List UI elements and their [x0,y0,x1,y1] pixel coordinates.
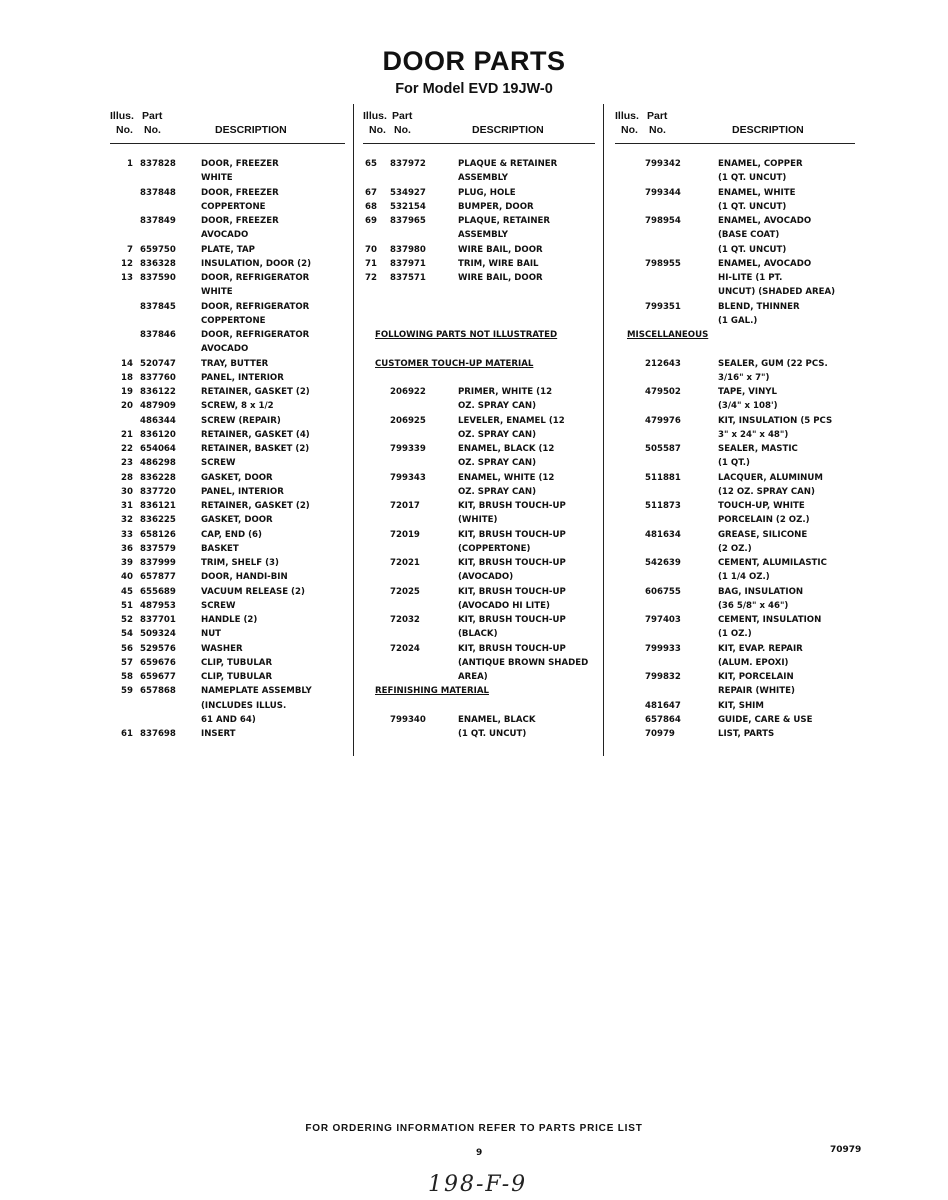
column-divider [353,104,354,756]
part-number: 658126 [140,529,176,540]
part-number: 511881 [645,472,681,483]
part-number: 837590 [140,273,176,283]
section-heading: MISCELLANEOUS [627,330,709,340]
part-description: (AVOCADO) [458,572,514,583]
part-description: ENAMEL, WHITE (12 [458,472,555,483]
part-description: (1 GAL.) [718,315,758,326]
part-number: 799351 [645,301,681,312]
header-no: No. [116,124,133,136]
part-description: (36 5/8" x 46") [718,600,789,611]
part-description: TRAY, BUTTER [201,358,269,369]
part-description: SCREW [201,600,236,611]
part-number: 520747 [140,358,176,369]
part-description: LEVELER, ENAMEL (12 [458,415,565,426]
part-number: 487909 [140,401,176,412]
part-description: PANEL, INTERIOR [201,486,284,497]
part-description: 3/16" x 7") [718,372,770,383]
part-number: 486344 [140,415,176,426]
part-description: AVOCADO [201,230,249,241]
part-number: 837846 [140,330,176,340]
part-description: TRIM, SHELF (3) [201,558,279,568]
part-number: 72019 [390,529,420,540]
part-description: (COPPERTONE) [458,543,531,554]
part-number: 837971 [390,258,426,269]
part-number: 837760 [140,372,176,383]
part-description: RETAINER, GASKET (2) [201,501,310,511]
part-description: BAG, INSULATION [718,586,804,597]
part-description: INSULATION, DOOR (2) [201,258,312,269]
part-number: 487953 [140,600,176,611]
part-description: COPPERTONE [201,315,266,326]
part-number: 657868 [140,686,176,697]
part-description: ENAMEL, WHITE [718,187,796,198]
section-heading: FOLLOWING PARTS NOT ILLUSTRATED [375,330,558,340]
part-number: 479502 [645,387,681,397]
header-no: No. [649,124,666,136]
part-number: 481647 [645,700,681,711]
part-description: LIST, PARTS [718,729,775,739]
part-number: 212643 [645,358,681,369]
illus-number: 58 [121,672,133,682]
part-description: (ALUM. EPOXI) [718,657,789,668]
handwritten-note: 198-F-9 [428,1172,528,1197]
part-description: DOOR, FREEZER [201,187,279,198]
illus-number: 72 [365,273,377,283]
illus-number: 36 [121,543,133,554]
part-description: TOUCH-UP, WHITE [718,501,805,511]
header-underline [363,143,595,144]
part-description: PLAQUE, RETAINER [458,216,551,226]
illus-number: 70 [365,244,377,255]
part-description: PLAQUE & RETAINER [458,159,558,169]
part-number: 799342 [645,159,681,169]
ordering-footer: FOR ORDERING INFORMATION REFER TO PARTS PRICE LIST [305,1123,643,1134]
illus-number: 71 [365,258,377,269]
part-description: PLATE, TAP [201,244,255,255]
part-description: OZ. SPRAY CAN) [458,458,537,469]
part-description: DOOR, REFRIGERATOR [201,330,310,340]
part-description: KIT, BRUSH TOUCH-UP [458,643,566,654]
illus-number: 39 [121,558,133,568]
part-description: GREASE, SILICONE [718,529,808,540]
part-description: (3/4" x 108') [718,401,778,412]
part-description: UNCUT) (SHADED AREA) [718,287,836,298]
part-description: OZ. SPRAY CAN) [458,486,537,497]
part-number: 529576 [140,643,176,654]
part-description: BUMPER, DOOR [458,201,534,212]
part-description: KIT, BRUSH TOUCH-UP [458,558,566,568]
part-description: KIT, PORCELAIN [718,672,794,682]
part-description: KIT, BRUSH TOUCH-UP [458,586,566,597]
parts-column-3 [615,110,855,739]
part-number: 837965 [390,216,426,226]
illus-number: 1 [127,159,133,169]
illus-number: 67 [365,187,377,198]
part-number: 837720 [140,486,176,497]
illus-number: 30 [121,486,133,497]
part-description: ENAMEL, BLACK [458,714,536,725]
part-description: COPPERTONE [201,201,266,212]
part-description: (WHITE) [458,515,498,526]
illus-number: 52 [121,615,133,625]
part-number: 657877 [140,572,176,583]
part-description: RETAINER, BASKET (2) [201,444,310,454]
part-description: INSERT [201,729,236,739]
illus-number: 56 [121,643,133,654]
part-number: 798955 [645,258,681,269]
page-number: 9 [476,1148,483,1158]
illus-number: 59 [121,686,133,697]
part-number: 659677 [140,672,176,682]
part-description: (BASE COAT) [718,230,780,241]
part-number: 72025 [390,586,420,597]
part-description: (1 1/4 OZ.) [718,572,770,583]
part-number: 509324 [140,629,176,640]
part-description: (AVOCADO HI LITE) [458,600,550,611]
part-number: 837845 [140,301,176,312]
part-description: ENAMEL, AVOCADO [718,216,812,226]
part-description: RETAINER, GASKET (2) [201,387,310,397]
part-number: 70979 [645,729,675,739]
part-description: ENAMEL, BLACK (12 [458,444,555,454]
part-number: 837999 [140,558,176,568]
header-description: DESCRIPTION [215,124,287,136]
part-number: 837980 [390,244,426,255]
header-no: No. [144,124,161,136]
part-description: (1 QT. UNCUT) [458,729,527,739]
part-description: WIRE BAIL, DOOR [458,244,543,255]
part-description: HANDLE (2) [201,615,258,625]
part-description: PORCELAIN (2 OZ.) [718,515,810,526]
part-description: CEMENT, ALUMILASTIC [718,558,827,568]
part-number: 836328 [140,258,176,269]
header-part: Part [647,110,668,122]
part-description: 3" x 24" x 48") [718,429,789,440]
part-description: KIT, BRUSH TOUCH-UP [458,529,566,540]
header-description: DESCRIPTION [732,124,804,136]
illus-number: 33 [121,529,133,540]
part-description: (12 OZ. SPRAY CAN) [718,486,815,497]
column-header [110,110,345,144]
part-description: SEALER, GUM (22 PCS. [718,358,828,369]
section-heading: CUSTOMER TOUCH-UP MATERIAL [375,358,534,369]
header-no: No. [621,124,638,136]
part-description: ENAMEL, AVOCADO [718,258,812,269]
part-description: KIT, BRUSH TOUCH-UP [458,615,566,625]
part-number: 799933 [645,643,681,654]
part-number: 72032 [390,615,420,625]
part-number: 797403 [645,615,681,625]
header-illus: Illus. [110,110,134,122]
part-description: KIT, BRUSH TOUCH-UP [458,501,566,511]
part-description: (INCLUDES ILLUS. [201,700,287,711]
part-description: ASSEMBLY [458,173,508,184]
part-description: SCREW [201,458,236,469]
illus-number: 45 [121,586,133,597]
part-description: OZ. SPRAY CAN) [458,401,537,412]
part-description: 61 AND 64) [201,714,256,725]
part-description: CLIP, TUBULAR [201,672,273,682]
part-number: 606755 [645,586,681,597]
part-number: 837849 [140,216,176,226]
part-number: 799343 [390,472,426,483]
illus-number: 40 [121,572,133,583]
part-number: 799339 [390,444,426,454]
part-description: BASKET [201,543,239,554]
part-number: 206922 [390,387,426,397]
column-header [615,110,855,144]
part-number: 534927 [390,187,426,198]
part-description: SCREW, 8 x 1/2 [201,401,274,412]
part-description: (1 OZ.) [718,629,752,640]
part-description: GASKET, DOOR [201,472,273,483]
part-description: DOOR, FREEZER [201,159,279,169]
part-description: WIRE BAIL, DOOR [458,273,543,283]
part-number: 836122 [140,387,176,397]
illus-number: 13 [121,273,133,283]
part-description: OZ. SPRAY CAN) [458,429,537,440]
part-number: 836120 [140,429,176,440]
part-description: REPAIR (WHITE) [718,686,795,697]
part-description: TRIM, WIRE BAIL [458,258,539,269]
part-description: NAMEPLATE ASSEMBLY [201,686,312,697]
part-number: 836225 [140,515,176,526]
part-description: LACQUER, ALUMINUM [718,472,823,483]
column-header [363,110,595,144]
part-number: 659676 [140,657,176,668]
header-description: DESCRIPTION [472,124,544,136]
header-illus: Illus. [615,110,639,122]
part-number: 837701 [140,615,176,625]
part-description: GUIDE, CARE & USE [718,714,813,725]
illus-number: 18 [121,372,133,383]
part-number: 799344 [645,187,681,198]
part-number: 836121 [140,501,176,511]
part-number: 511873 [645,501,681,511]
page-title: DOOR PARTS [382,46,566,76]
header-no: No. [369,124,386,136]
illus-number: 65 [365,159,377,169]
section-heading: REFINISHING MATERIAL [375,686,489,697]
illus-number: 32 [121,515,133,526]
illus-number: 12 [121,258,133,269]
part-description: WASHER [201,643,243,654]
part-number: 837571 [390,273,426,283]
part-number: 657864 [645,714,681,725]
illus-number: 23 [121,458,133,469]
part-number: 798954 [645,216,681,226]
header-part: Part [392,110,413,122]
illus-number: 57 [121,657,133,668]
part-description: DOOR, FREEZER [201,216,279,226]
header-underline [110,143,345,144]
part-number: 655689 [140,586,176,597]
illus-number: 19 [121,387,133,397]
part-description: (2 OZ.) [718,543,752,554]
part-number: 836228 [140,472,176,483]
part-number: 799340 [390,714,426,725]
illus-number: 68 [365,201,377,212]
header-underline [615,143,855,144]
part-description: DOOR, REFRIGERATOR [201,273,310,283]
part-description: SCREW (REPAIR) [201,415,281,426]
illus-number: 22 [121,444,133,454]
part-description: CAP, END (6) [201,529,262,540]
part-description: AVOCADO [201,344,249,355]
illus-number: 31 [121,501,133,511]
part-description: (1 QT. UNCUT) [718,244,787,255]
illus-number: 54 [121,629,133,640]
part-description: DOOR, HANDI-BIN [201,572,288,583]
illus-number: 14 [121,358,133,369]
part-number: 837579 [140,543,176,554]
part-description: (ANTIQUE BROWN SHADED [458,657,589,668]
part-description: (1 QT. UNCUT) [718,173,787,184]
part-number: 486298 [140,458,176,469]
part-number: 505587 [645,444,681,454]
part-description: KIT, EVAP. REPAIR [718,643,803,654]
part-description: PANEL, INTERIOR [201,372,284,383]
part-number: 659750 [140,244,176,255]
part-description: RETAINER, GASKET (4) [201,429,310,440]
part-number: 206925 [390,415,426,426]
header-part: Part [142,110,163,122]
illus-number: 28 [121,472,133,483]
part-description: BLEND, THINNER [718,301,800,312]
part-description: CLIP, TUBULAR [201,657,273,668]
part-description: DOOR, REFRIGERATOR [201,301,310,312]
illus-number: 21 [121,429,133,440]
model-subtitle: For Model EVD 19JW-0 [395,81,553,97]
parts-column-1 [110,110,345,739]
header-no: No. [394,124,411,136]
illus-number: 61 [121,729,133,739]
part-number: 837828 [140,159,176,169]
illus-number: 7 [127,244,133,255]
illus-number: 20 [121,401,133,412]
part-description: VACUUM RELEASE (2) [201,586,305,597]
part-number: 532154 [390,201,426,212]
part-number: 837698 [140,729,176,739]
part-description: CEMENT, INSULATION [718,615,822,625]
part-number: 837848 [140,187,176,198]
part-description: (1 QT. UNCUT) [718,201,787,212]
part-number: 799832 [645,672,681,682]
part-number: 72017 [390,501,420,511]
part-description: HI-LITE (1 PT. [718,273,783,283]
header-illus: Illus. [363,110,387,122]
illus-number: 69 [365,216,377,226]
part-description: AREA) [458,672,488,682]
part-description: KIT, SHIM [718,700,764,711]
illus-number: 51 [121,600,133,611]
part-description: (1 QT.) [718,458,750,469]
part-description: WHITE [201,173,233,184]
part-description: (BLACK) [458,629,498,640]
parts-column-2 [363,110,595,739]
part-number: 837972 [390,159,426,169]
part-number: 72024 [390,643,420,654]
part-description: ASSEMBLY [458,230,508,241]
part-description: TAPE, VINYL [718,387,778,397]
part-description: WHITE [201,287,233,298]
document-number: 70979 [830,1145,862,1155]
part-number: 654064 [140,444,176,454]
part-number: 542639 [645,558,681,568]
column-divider [603,104,604,756]
part-number: 479976 [645,415,681,426]
part-number: 72021 [390,558,420,568]
part-description: PLUG, HOLE [458,187,516,198]
part-number: 481634 [645,529,681,540]
part-description: KIT, INSULATION (5 PCS [718,415,833,426]
part-description: ENAMEL, COPPER [718,159,803,169]
part-description: NUT [201,629,222,640]
part-description: PRIMER, WHITE (12 [458,387,553,397]
part-description: GASKET, DOOR [201,515,273,526]
part-description: SEALER, MASTIC [718,444,798,454]
